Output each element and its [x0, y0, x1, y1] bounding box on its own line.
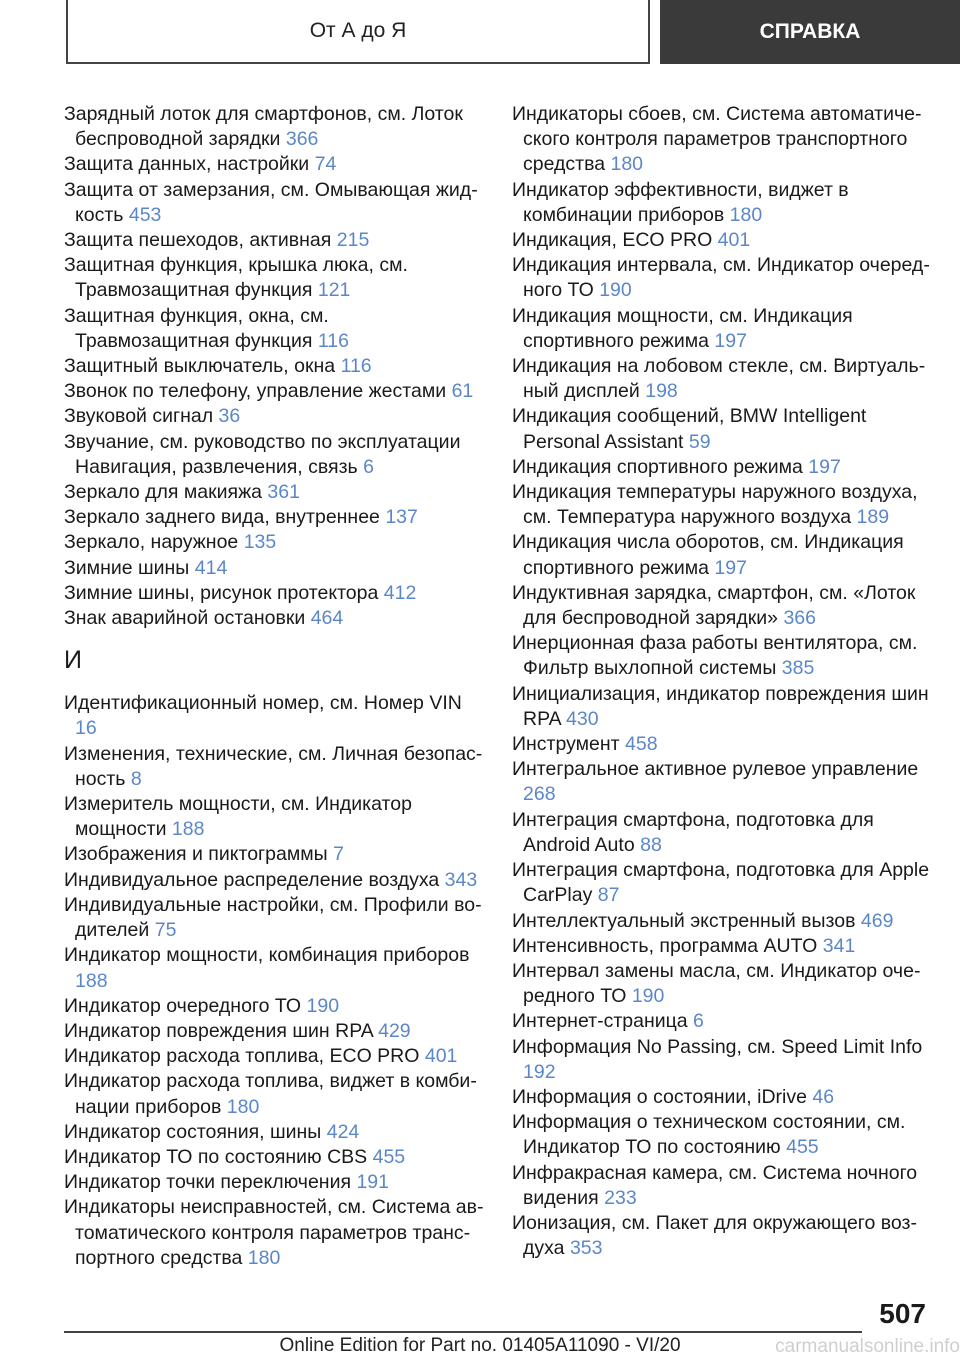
page-link[interactable]: 6	[363, 455, 374, 478]
entry-text: Защитная функция, крышка люка, см. Травмозащитная функция	[64, 254, 408, 302]
page-link[interactable]: 366	[285, 128, 319, 151]
entry-text: Интеграция смартфона, подготовка для Android Auto	[512, 808, 874, 856]
page-link[interactable]: 137	[385, 506, 418, 529]
index-entry	[64, 581, 484, 606]
index-entry	[64, 304, 484, 354]
page-number: 507	[879, 1298, 926, 1329]
page-link[interactable]: 116	[340, 355, 372, 378]
tab-a-to-z-label: От А до Я	[309, 19, 407, 42]
entry-text: Изменения, технические, см. Личная безопасность	[64, 742, 483, 790]
page-link[interactable]: 429	[378, 1019, 411, 1042]
index-entry	[512, 631, 932, 681]
page-link[interactable]: 190	[631, 985, 665, 1008]
entry-text: Звуковой сигнал	[64, 405, 214, 428]
index-entry	[512, 455, 932, 480]
page-link[interactable]: 87	[597, 884, 620, 907]
page-link[interactable]: 455	[786, 1136, 819, 1159]
index-entry	[512, 858, 932, 908]
page-link[interactable]: 59	[688, 430, 711, 453]
entry-text: Идентификационный номер, см. Номер VIN	[64, 692, 462, 715]
page-link[interactable]: 414	[194, 556, 228, 579]
entry-text: Индикация интервала, см. Индикатор очередного ТО	[512, 254, 930, 302]
entry-text: Индуктивная зарядка, смартфон, см. «Лоток для беспроводной зарядки»	[512, 581, 916, 630]
page-link[interactable]: 341	[822, 934, 856, 957]
entry-text: Защитная функция, окна, см. Травмозащитная функция	[64, 304, 329, 352]
index-entry	[64, 943, 484, 993]
entry-text: Индивидуальное распределение воздуха	[64, 868, 440, 891]
index-entry	[64, 1120, 484, 1145]
page-link[interactable]: 424	[326, 1120, 360, 1143]
entry-text: Зимние шины	[64, 556, 190, 579]
page-link[interactable]: 180	[247, 1246, 281, 1269]
entry-text: Индикатор повреждения шин RPA	[64, 1019, 373, 1042]
index-entry	[512, 1009, 932, 1034]
entry-text: Индикатор ТО по состоянию CBS	[64, 1145, 368, 1168]
entry-text: Звонок по телефону, управление жестами	[64, 380, 447, 403]
entry-text: Измеритель мощности, см. Индикатор мощности	[64, 793, 412, 841]
index-entry	[64, 480, 484, 505]
index-entry	[512, 304, 932, 354]
page-link[interactable]: 412	[383, 581, 417, 604]
page-link[interactable]: 197	[808, 455, 841, 478]
index-entry	[512, 732, 932, 757]
entry-text: Индикация спортивного режима	[512, 455, 803, 478]
entry-text: Информация No Passing, см. Speed Limit Info	[512, 1035, 923, 1058]
entry-text: Защита от замерзания, см. Омывающая жидкость	[64, 178, 478, 226]
index-entry	[64, 1019, 484, 1044]
index-entry	[64, 1195, 484, 1271]
index-entry	[512, 228, 932, 253]
entry-text: Инструмент	[512, 733, 620, 756]
entry-text: Интеграция смартфона, подготовка для Apple CarPlay	[512, 859, 930, 907]
index-entry	[64, 893, 484, 943]
page-link[interactable]: 189	[856, 506, 890, 529]
page-link[interactable]: 188	[75, 969, 108, 992]
index-entry	[64, 505, 484, 530]
entry-text: Индикация числа оборотов, см. Индикация спортивного режима	[512, 531, 904, 579]
page-link[interactable]: 8	[130, 767, 142, 790]
page-link[interactable]: 116	[317, 329, 349, 352]
entry-text: Индикаторы сбоев, см. Система автоматического контроля параметров транспортного средства	[512, 103, 922, 176]
entry-text: Защита данных, настройки	[64, 153, 310, 176]
entry-text: Знак аварийной остановки	[64, 607, 306, 630]
entry-text: Защитный выключатель, окна	[64, 355, 336, 378]
page-link[interactable]: 198	[645, 380, 678, 403]
entry-text: Защита пешеходов, активная	[64, 229, 332, 252]
index-entry	[512, 757, 932, 807]
page-link[interactable]: 188	[171, 818, 205, 841]
index-entry	[64, 354, 484, 379]
page-link[interactable]: 197	[714, 556, 747, 579]
index-entry	[64, 379, 484, 404]
index-entry	[64, 1044, 484, 1069]
page-link[interactable]: 197	[714, 329, 747, 352]
page-link[interactable]: 192	[523, 1060, 556, 1083]
page-link[interactable]: 215	[336, 229, 370, 252]
index-entry	[64, 1069, 484, 1119]
entry-text: Индикация на лобовом стекле, см. Виртуальный дисплей	[512, 355, 926, 403]
entry-text: Информация о состоянии, iDrive	[512, 1085, 807, 1108]
index-entry	[64, 253, 484, 303]
entry-text: Индикаторы неисправностей, см. Система автоматического контроля параметров транспортного средства	[64, 1196, 484, 1269]
index-column-right	[512, 102, 932, 1261]
entry-text: Индикатор расхода топлива, виджет в комбинации приборов	[64, 1070, 477, 1118]
entry-text: Индикация, ECO PRO	[512, 229, 713, 252]
index-entry	[64, 842, 484, 867]
index-entry	[512, 102, 932, 178]
page-link[interactable]: 458	[625, 733, 658, 756]
entry-text: Индикация мощности, см. Индикация спортивного режима	[512, 304, 853, 352]
entry-text: Индикатор расхода топлива, ECO PRO	[64, 1045, 420, 1068]
entry-text: Зеркало заднего вида, внутреннее	[64, 506, 380, 529]
page-link[interactable]: 453	[128, 203, 162, 226]
section-letter: И	[64, 646, 82, 675]
footer-divider	[64, 1331, 862, 1333]
entry-text: Инициализация, индикатор повреждения шин RPA	[512, 682, 929, 730]
index-entry	[512, 480, 932, 530]
index-entry	[512, 808, 932, 858]
index-entry	[64, 1170, 484, 1195]
index-entry	[64, 742, 484, 792]
page-link[interactable]: 191	[356, 1171, 389, 1194]
index-entry	[512, 909, 932, 934]
index-entry	[64, 1145, 484, 1170]
index-entry	[64, 178, 484, 228]
index-entry	[512, 682, 932, 732]
page-link[interactable]: 353	[569, 1237, 603, 1260]
index-column-left	[64, 102, 484, 1271]
index-entry	[512, 404, 932, 454]
entry-text: Интеллектуальный экстренный вызов	[512, 909, 856, 932]
page-link[interactable]: 61	[451, 380, 474, 403]
index-entry	[512, 1110, 932, 1160]
entry-text: Звучание, см. руководство по эксплуатации Навигация, развлечения, связь	[64, 430, 461, 478]
page-link[interactable]: 180	[610, 153, 644, 176]
entry-text: Информация о техническом состоянии, см. Индикатор ТО по состоянию	[512, 1111, 906, 1159]
edition-text: Online Edition for Part no. 01405A11090 - VI/20	[279, 1335, 681, 1356]
index-entry	[64, 228, 484, 253]
index-entry	[512, 1161, 932, 1211]
entry-text: Интервал замены масла, см. Индикатор очередного ТО	[512, 959, 921, 1008]
page-link[interactable]: 16	[75, 717, 97, 740]
index-entry	[512, 1085, 932, 1110]
entry-text: Изображения и пиктограммы	[64, 843, 328, 866]
entry-text: Инфракрасная камера, см. Система ночного видения	[512, 1161, 918, 1209]
page-link[interactable]: 121	[317, 279, 351, 302]
page-link[interactable]: 430	[566, 707, 599, 730]
entry-text: Индикатор мощности, комбинация приборов	[64, 944, 470, 967]
page-link[interactable]: 268	[523, 783, 556, 806]
page-link[interactable]: 469	[860, 909, 894, 932]
index-list-i-continued	[512, 102, 932, 1261]
page-link[interactable]: 366	[783, 607, 816, 630]
page-link[interactable]: 190	[306, 994, 340, 1017]
page-link[interactable]: 46	[812, 1085, 835, 1108]
page-link[interactable]: 233	[604, 1186, 637, 1209]
index-entry	[64, 556, 484, 581]
page-link[interactable]: 343	[444, 868, 478, 891]
entry-text: Индикация температуры наружного воздуха, см. Температура наружного воздуха	[512, 481, 918, 529]
index-entry	[64, 868, 484, 893]
page-link[interactable]: 361	[267, 481, 300, 504]
tab-help-label: СПРАВКА	[759, 20, 861, 43]
index-entry	[64, 430, 484, 480]
index-entry	[512, 354, 932, 404]
index-entry	[512, 934, 932, 959]
entry-text: Индикатор очередного ТО	[64, 994, 302, 1017]
index-entry	[64, 691, 484, 741]
tab-help[interactable]	[660, 0, 960, 64]
page-link[interactable]: 190	[599, 279, 632, 302]
tab-a-to-z[interactable]	[66, 0, 650, 64]
page-link[interactable]: 88	[640, 833, 662, 856]
entry-text: Индивидуальные настройки, см. Профили водителей	[64, 893, 482, 942]
index-entry	[64, 994, 484, 1019]
entry-text: Индикатор состояния, шины	[64, 1120, 322, 1143]
index-entry	[64, 102, 484, 152]
page-link[interactable]: 7	[333, 843, 344, 866]
index-entry	[64, 530, 484, 555]
index-entry	[512, 530, 932, 580]
entry-text: Интегральное активное рулевое управление	[512, 758, 919, 781]
page-link[interactable]: 135	[243, 531, 277, 554]
watermark: carmanualsonline.info	[775, 1336, 960, 1357]
page-link[interactable]: 6	[693, 1010, 704, 1033]
index-entry	[64, 606, 484, 631]
entry-text: Ионизация, см. Пакет для окружающего воздуха	[512, 1211, 917, 1260]
entry-text: Индикатор эффективности, виджет в комбинации приборов	[512, 178, 849, 226]
entry-text: Зеркало, наружное	[64, 531, 239, 554]
entry-text: Зеркало для макияжа	[64, 481, 262, 504]
entry-text: Индикация сообщений, BMW Intelligent Personal Assistant	[512, 405, 867, 453]
index-entry	[512, 253, 932, 303]
entry-text: Индикатор точки переключения	[64, 1171, 352, 1194]
page-link[interactable]: 36	[218, 405, 241, 428]
index-entry	[512, 1211, 932, 1261]
page-link[interactable]: 74	[314, 153, 337, 176]
page-link[interactable]: 401	[717, 229, 751, 252]
page-link[interactable]: 75	[154, 919, 177, 942]
index-entry	[512, 1035, 932, 1085]
page-link[interactable]: 180	[226, 1095, 260, 1118]
entry-text: Инерционная фаза работы вентилятора, см. Фильтр выхлопной системы	[512, 632, 918, 680]
entry-text: Интенсивность, программа AUTO	[512, 934, 818, 957]
page-link[interactable]: 464	[310, 607, 344, 630]
index-entry	[512, 959, 932, 1009]
index-entry	[64, 152, 484, 177]
index-entry	[64, 404, 484, 429]
index-entry	[512, 581, 932, 631]
index-entry	[64, 792, 484, 842]
index-entry	[512, 178, 932, 228]
entry-text: Интернет-страница	[512, 1010, 688, 1033]
entry-text: Зимние шины, рисунок протектора	[64, 581, 379, 604]
page-link[interactable]: 455	[372, 1145, 406, 1168]
page-link[interactable]: 401	[424, 1045, 458, 1068]
entry-text: Зарядный лоток для смартфонов, см. Лоток беспроводной зарядки	[64, 103, 463, 151]
index-list-z	[64, 102, 484, 631]
index-list-i	[64, 691, 484, 1271]
page-link[interactable]: 385	[781, 657, 815, 680]
page-link[interactable]: 180	[729, 203, 763, 226]
